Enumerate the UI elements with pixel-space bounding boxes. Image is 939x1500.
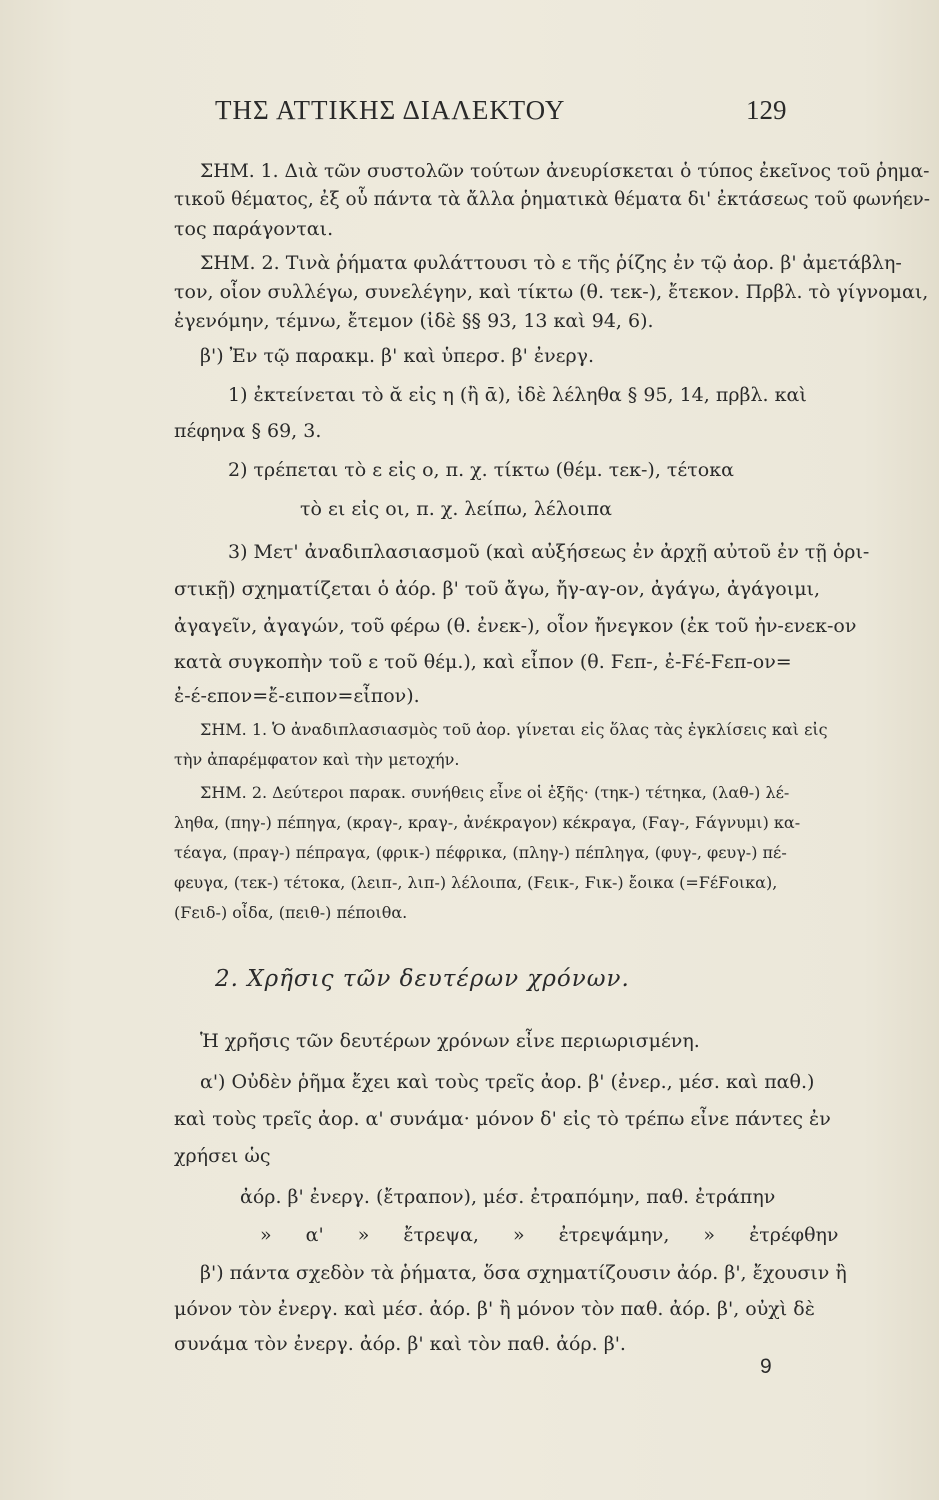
text-line: ἐ-έ-επον=ἔ-ειπον=εἶπον).: [174, 685, 420, 707]
text-line: συνάμα τὸν ἐνεργ. ἀόρ. β' καὶ τὸν παθ. ἀόρ. β'.: [174, 1333, 626, 1355]
text-line: καὶ τοὺς τρεῖς ἀορ. α' συνάμα· μόνον δ' εἰς τὸ τρέπω εἶνε πάντες ἐν: [174, 1108, 831, 1130]
text-line: ἀόρ. β' ἐνεργ. (ἔτραπον), μέσ. ἐτραπόμην, παθ. ἐτράπην: [240, 1186, 776, 1208]
text-line: φευγα, (τεκ-) τέτοκα, (λειπ-, λιπ-) λέλοιπα, (Ϝεικ-, Ϝικ-) ἔοικα (=ϜέϜοικα),: [174, 873, 778, 892]
text-line: 1) ἐκτείνεται τὸ ᾰ εἰς η (ἢ ᾱ), ἰδὲ λέληθα § 95, 14, πρβλ. καὶ: [228, 384, 807, 406]
signature-mark: 9: [760, 1355, 772, 1378]
text-line: τὸ ει εἰς οι, π. χ. λείπω, λέλοιπα: [300, 498, 612, 520]
text-line: τον, οἷον συλλέγω, συνελέγην, καὶ τίκτω (θ. τεκ-), ἔτεκον. Πρβλ. τὸ γίγνομαι,: [174, 281, 929, 303]
text-line: χρήσει ὡς: [174, 1145, 271, 1167]
text-line: α') Οὐδὲν ῥῆμα ἔχει καὶ τοὺς τρεῖς ἀορ. β' (ἐνερ., μέσ. καὶ παθ.): [200, 1071, 815, 1093]
running-title: ΤΗΣ ΑΤΤΙΚΗΣ ΔΙΑΛΕΚΤΟΥ: [215, 95, 566, 125]
text-line: Ἡ χρῆσις τῶν δευτέρων χρόνων εἶνε περιωρισμένη.: [200, 1030, 700, 1052]
text-line: τὴν ἀπαρέμφατον καὶ τὴν μετοχήν.: [174, 750, 460, 769]
text-line: μόνον τὸν ἐνεργ. καὶ μέσ. ἀόρ. β' ἢ μόνον τὸν παθ. ἀόρ. β', οὐχὶ δὲ: [174, 1298, 815, 1320]
text-line: τος παράγονται.: [174, 218, 334, 240]
text-line: ΣΗΜ. 2. Τινὰ ῥήματα φυλάττουσι τὸ ε τῆς ῥίζης ἐν τῷ ἀορ. β' ἀμετάβλη-: [200, 252, 902, 274]
text-line: β') Ἐν τῷ παρακμ. β' καὶ ὑπερσ. β' ἐνεργ.: [200, 345, 595, 367]
text-line: ἐγενόμην, τέμνω, ἔτεμον (ἰδὲ §§ 93, 13 καὶ 94, 6).: [174, 310, 654, 332]
text-line: β') πάντα σχεδὸν τὰ ῥήματα, ὅσα σχηματίζουσιν ἀόρ. β', ἔχουσιν ἢ: [200, 1262, 847, 1284]
running-header: [0, 95, 939, 135]
text-line: ἀγαγεῖν, ἀγαγών, τοῦ φέρω (θ. ἐνεκ-), οἷον ἤνεγκον (ἐκ τοῦ ἠν-ενεκ-ον: [174, 615, 857, 637]
text-line: στικῇ) σχηματίζεται ὁ ἀόρ. β' τοῦ ἄγω, ἤγ-αγ-ον, ἀγάγω, ἀγάγοιμι,: [174, 578, 821, 600]
text-line: 2) τρέπεται τὸ ε εἰς ο, π. χ. τίκτω (θέμ. τεκ-), τέτοκα: [228, 459, 734, 481]
text-line: ΣΗΜ. 1. Ὁ ἀναδιπλασιασμὸς τοῦ ἀορ. γίνεται εἰς ὅλας τὰς ἐγκλίσεις καὶ εἰς: [200, 720, 828, 739]
text-line: ΣΗΜ. 1. Διὰ τῶν συστολῶν τούτων ἀνευρίσκεται ὁ τύπος ἐκεῖνος τοῦ ῥημα-: [200, 161, 930, 182]
text-line: πέφηνα § 69, 3.: [174, 420, 322, 442]
text-line: ΣΗΜ. 2. Δεύτεροι παρακ. συνήθεις εἶνε οἱ ἑξῆς· (τηκ-) τέτηκα, (λαθ-) λέ-: [200, 783, 790, 802]
text-line: ληθα, (πηγ-) πέπηγα, (κραγ-, κραγ-, ἀνέκραγον) κέκραγα, (Ϝαγ-, Ϝάγνυμι) κα-: [174, 813, 801, 832]
text-line: » α' » ἔτρεψα, » ἐτρεψάμην, » ἐτρέφθην: [260, 1224, 839, 1246]
text-line: 3) Μετ' ἀναδιπλασιασμοῦ (καὶ αὐξήσεως ἐν ἀρχῇ αὐτοῦ ἐν τῇ ὁρι-: [228, 541, 870, 563]
text-line: τέαγα, (πραγ-) πέπραγα, (φρικ-) πέφρικα, (πληγ-) πέπληγα, (φυγ-, φευγ-) πέ-: [174, 843, 787, 862]
text-line: τικοῦ θέματος, ἐξ οὗ πάντα τὰ ἄλλα ῥηματικὰ θέματα δι' ἐκτάσεως τοῦ φωνήεν-: [174, 189, 930, 210]
text-line: κατὰ συγκοπὴν τοῦ ε τοῦ θέμ.), καὶ εἶπον (θ. Ϝεπ-, ἐ-Ϝέ-Ϝεπ-ον=: [174, 651, 792, 673]
text-line: (Ϝειδ-) οἶδα, (πειθ-) πέποιθα.: [174, 903, 408, 922]
section-heading: 2. Χρῆσις τῶν δευτέρων χρόνων.: [215, 966, 630, 992]
page-number: 129: [746, 95, 787, 125]
